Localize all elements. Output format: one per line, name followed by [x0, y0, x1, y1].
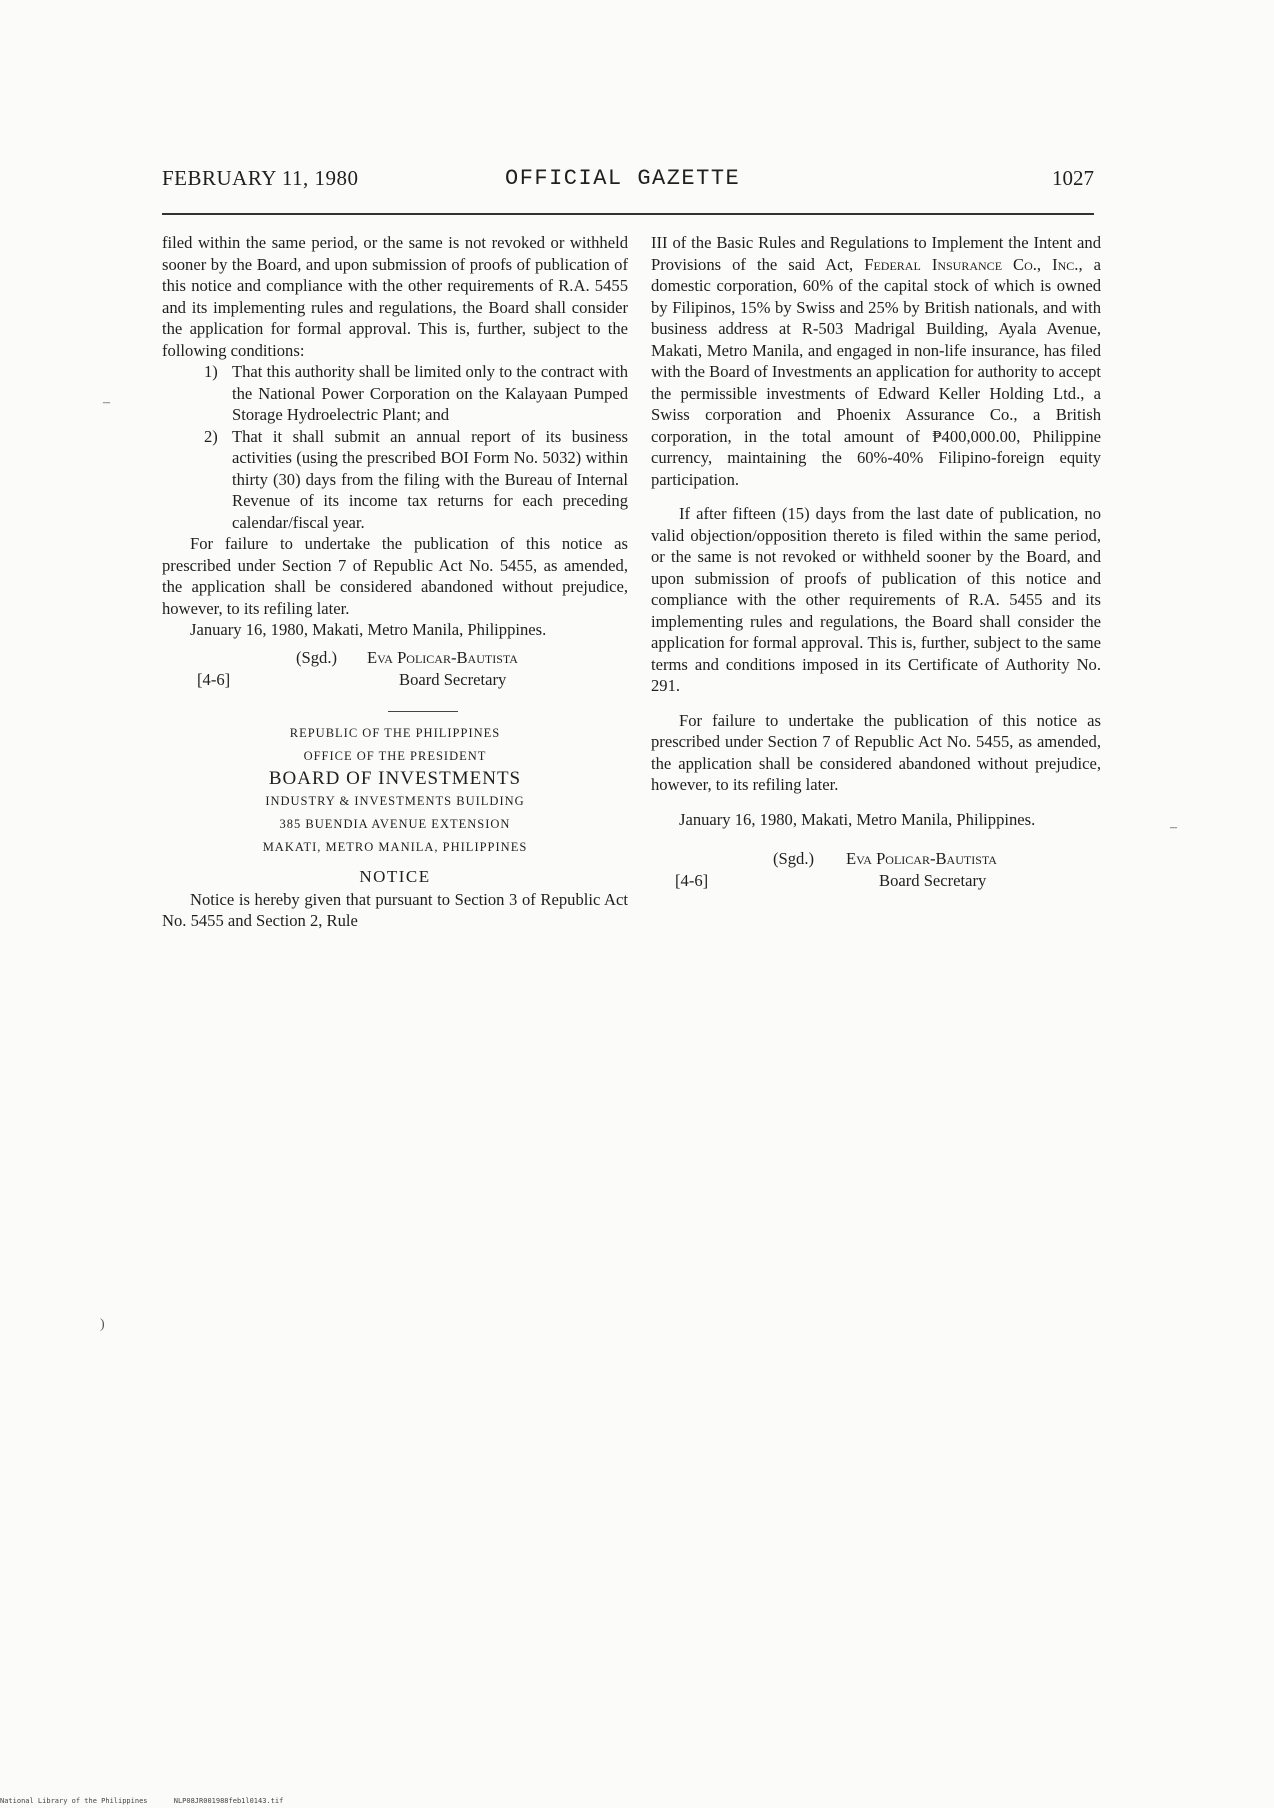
signed-marker: (Sgd.) [773, 849, 815, 868]
notice-heading: NOTICE [359, 866, 431, 886]
page-header [162, 166, 1094, 198]
condition-item [204, 361, 628, 426]
agency-name: BOARD OF INVESTMENTS [268, 767, 522, 789]
signatory-title: Board Secretary [399, 669, 507, 689]
agency-street: 385 BUENDIA AVENUE EXTENSION [279, 816, 511, 831]
condition-text: That this authority shall be limited only to the contract with the National Power Corporation on the Kalayaan Pumped Storage Hydroelectric Plant; and [232, 362, 628, 424]
left-failure-paragraph: For failure to undertake the publication of this notice as prescribed under Section 7 of Republic Act No. 5455, as amended, the application shall be considered abandoned without prejudice, however, to its refiling later. [162, 534, 628, 618]
right-objection-paragraph: If after fifteen (15) days from the last date of publication, no valid objection/opposition thereto is filed within the same period, or the same is not revoked or withheld sooner by the Board, and upon submission of proofs of publication of this notice and compliance with the other requirements of R.A. 5455 and its implementing rules and regulations, the Board shall consider the application for formal approval. This is, further, subject to the same terms and conditions imposed in its Certificate of Authority No. 291. [651, 504, 1101, 695]
scan-file-name: NLP08JR001988feb1l0143.tif [173, 1797, 284, 1805]
issue-reference: [4-6] [197, 669, 231, 689]
agency-building: INDUSTRY & INVESTMENTS BUILDING [265, 793, 525, 808]
condition-number: 2) [204, 426, 218, 446]
right-paragraph-continued [651, 232, 1101, 490]
right-signature-block [651, 848, 1101, 894]
left-signature-block [162, 647, 628, 693]
header-page-number: 1027 [1052, 166, 1094, 190]
agency-city: MAKATI, METRO MANILA, PHILIPPINES [262, 839, 528, 854]
notice-text-part: , a domestic corporation, 60% of the capital stock of which is owned by Filipinos, 15% by Swiss and 25% by British nationals, and with business address at R-503 Madrigal Building, Ayala Avenue, Makati, Metro Manila, and engaged in non-life insurance, has filed with the Board of Investments an application for authority to accept the permissible investments of Edward Keller Holding Ltd., a Swiss corporation and Phoenix Assurance Co., a British corporation, in the total amount of ₱400,000.00, Philippine currency, maintaining the 60%-40% Filipino-foreign equity participation. [651, 254, 1101, 489]
section-divider [388, 711, 458, 712]
condition-number: 1) [204, 362, 218, 381]
left-paragraph-continued: filed within the same period, or the same is not revoked or withheld sooner by the Board, and upon submission of proofs of publication of this notice and compliance with the other requirements of R.A. 5455 and its implementing rules and regulations, the Board shall consider the application for formal approval. This is, further, subject to the following conditions: [162, 233, 628, 360]
signed-marker: (Sgd.) [296, 647, 338, 667]
notice-text-part: III of the Basic Rules and Regulations to Implement the Intent and Provisions of the said Act, [651, 233, 1101, 274]
library-credit: National Library of the Philippines [0, 1797, 148, 1805]
header-publication-title: OFFICIAL GAZETTE [505, 166, 741, 191]
left-column [162, 232, 628, 932]
company-name: Federal Insurance Co., Inc. [864, 254, 1079, 274]
signatory-name: Eva Policar-Bautista [846, 849, 997, 868]
notice-opening: Notice is hereby given that pursuant to Section 3 of Republic Act No. 5455 and Section 2, Rule [162, 889, 628, 930]
issue-reference: [4-6] [675, 871, 709, 890]
right-failure-paragraph: For failure to undertake the publication of this notice as prescribed under Section 7 of Republic Act No. 5455, as amended, the application shall be considered abandoned without prejudice, however, to its refiling later. [651, 710, 1101, 794]
condition-text: That it shall submit an annual report of its business activities (using the prescribed BOI Form No. 5032) within thirty (30) days from the filing with the Bureau of Internal Revenue of its income tax returns for each preceding calendar/fiscal year. [232, 426, 628, 532]
scan-footer [0, 1797, 305, 1805]
header-date: FEBRUARY 11, 1980 [162, 166, 359, 190]
left-date-line: January 16, 1980, Makati, Metro Manila, Philippines. [190, 620, 547, 639]
scan-mark: ) [100, 1317, 105, 1332]
agency-republic: REPUBLIC OF THE PHILIPPINES [289, 725, 501, 740]
agency-office: OFFICE OF THE PRESIDENT [303, 748, 487, 763]
right-date-line: January 16, 1980, Makati, Metro Manila, Philippines. [679, 809, 1036, 829]
right-column [651, 232, 1101, 894]
scan-mark: – [1170, 820, 1177, 835]
signatory-title: Board Secretary [879, 871, 987, 890]
header-rule [162, 213, 1094, 215]
scan-mark: – [103, 395, 110, 410]
signatory-name: Eva Policar-Bautista [367, 647, 518, 667]
condition-item [204, 426, 628, 534]
